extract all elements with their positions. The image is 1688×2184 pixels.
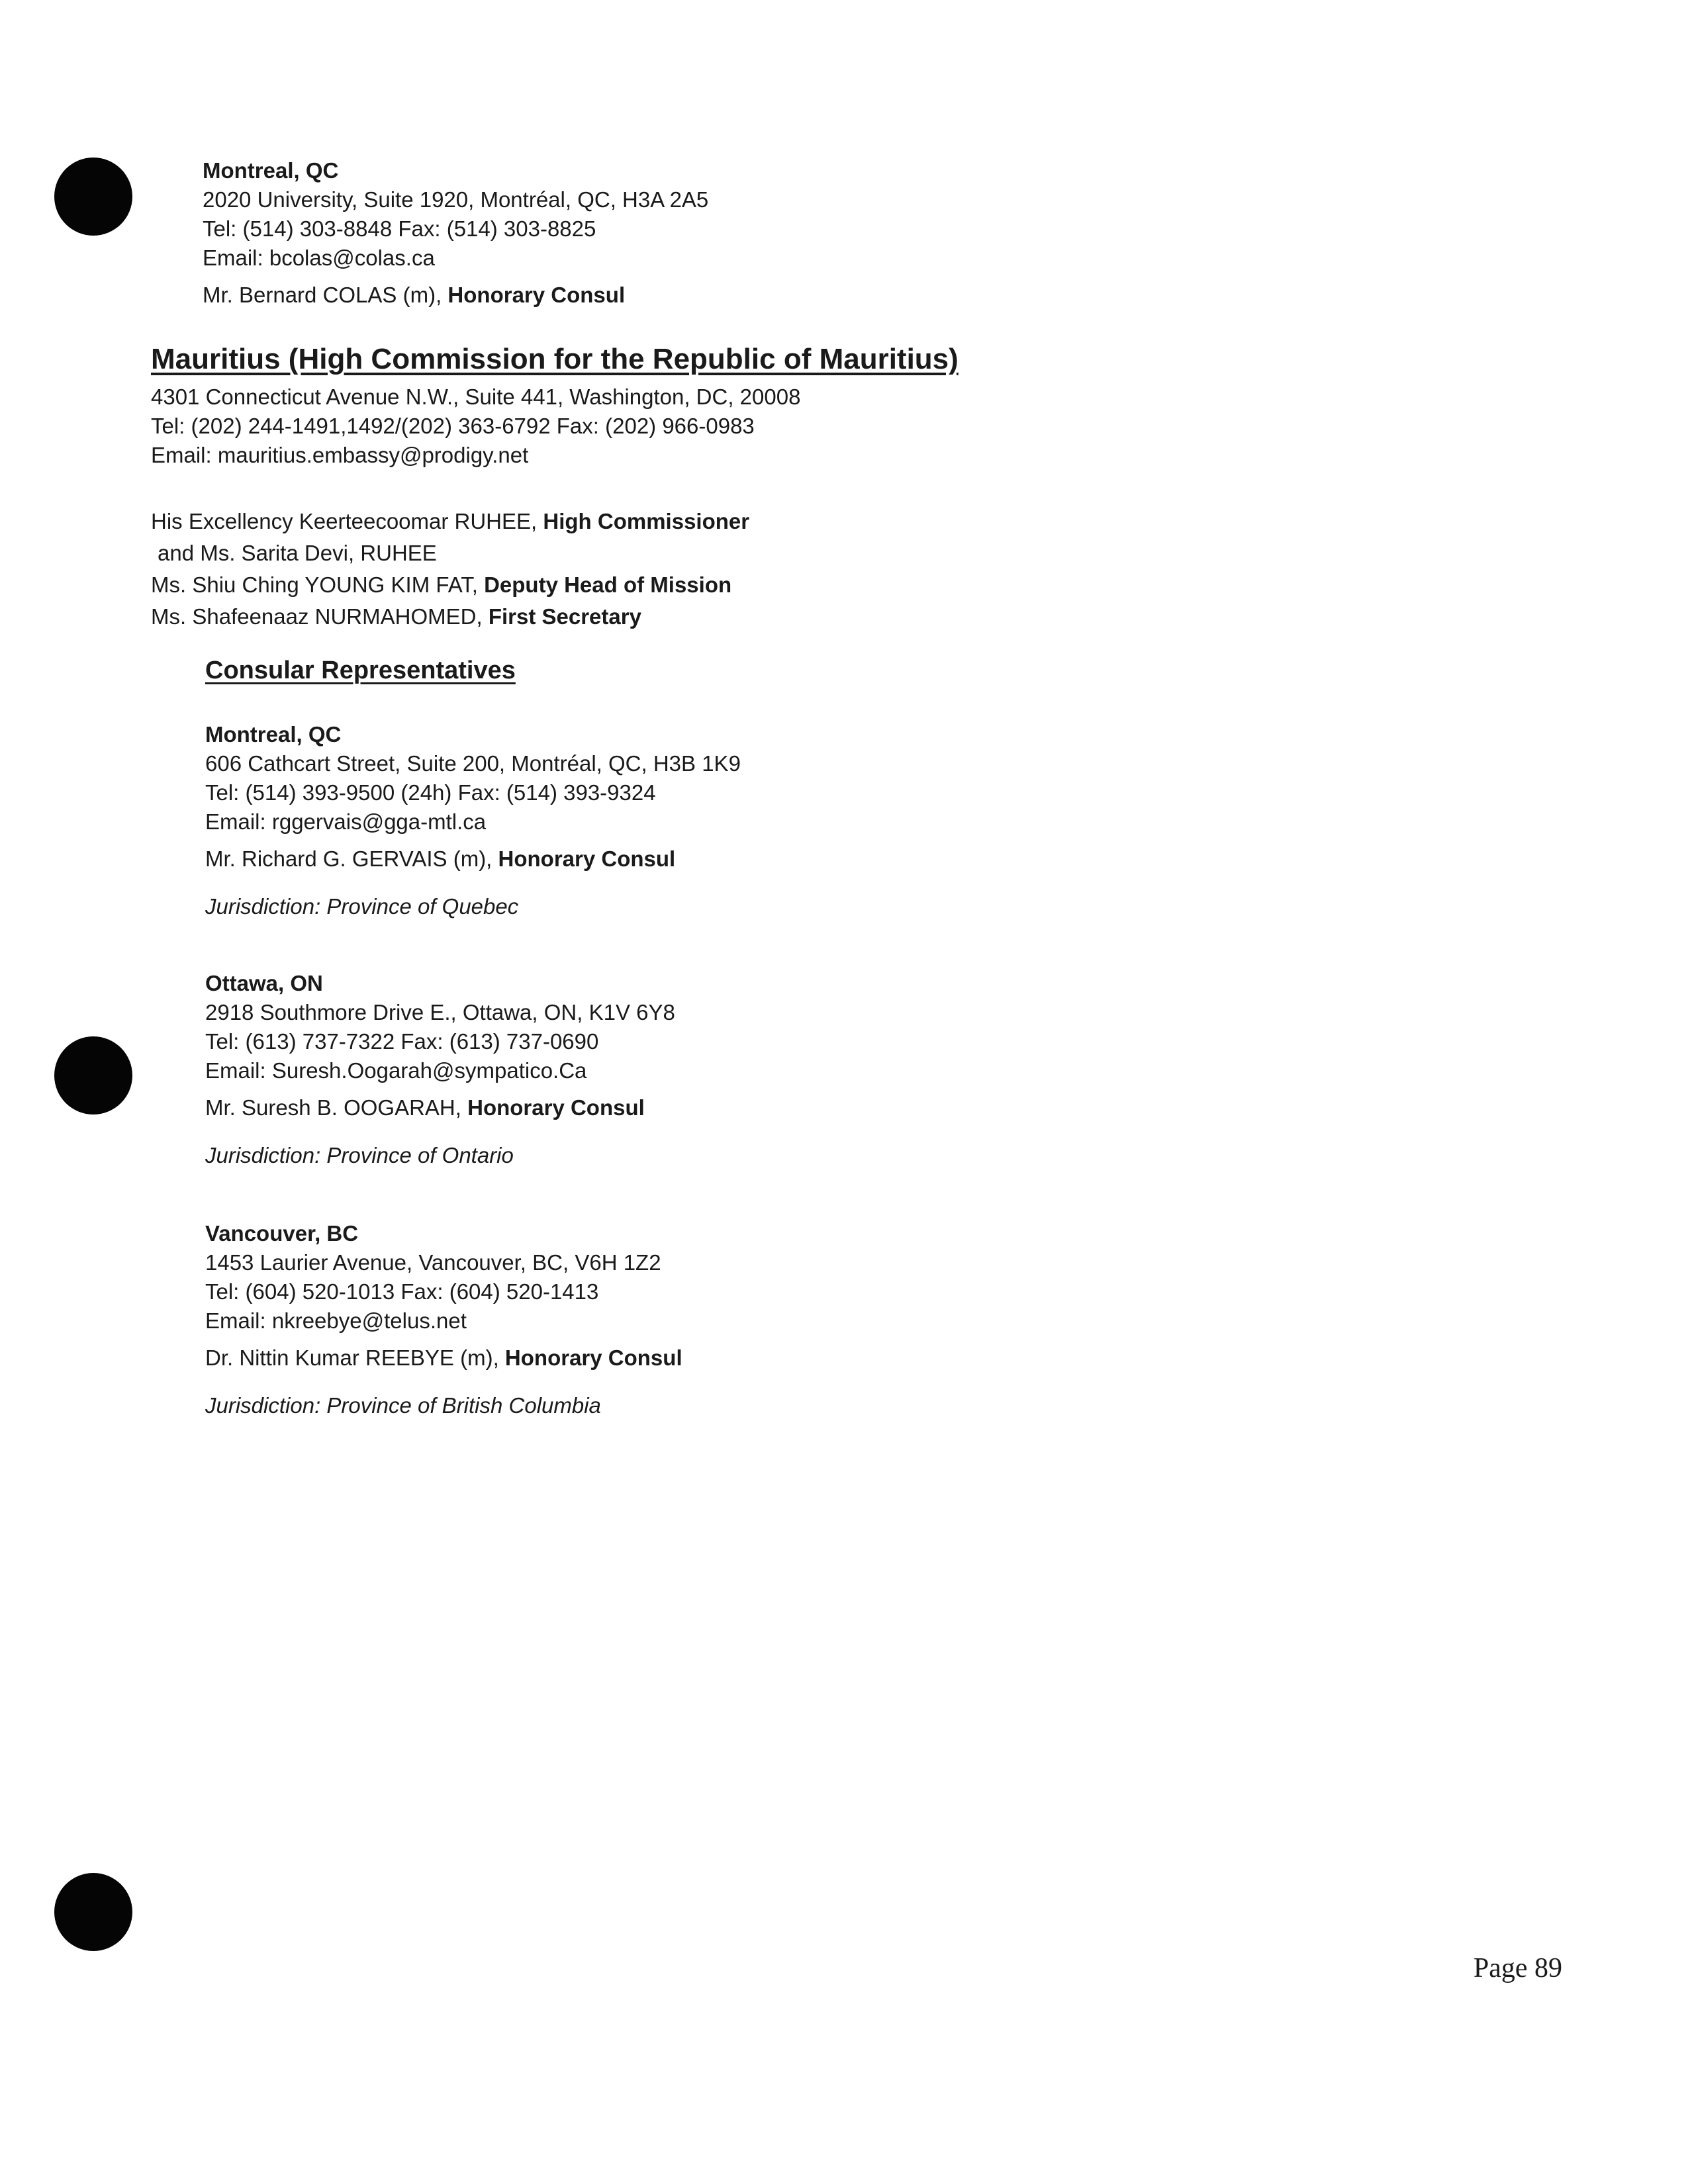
office-phone: Tel: (604) 520-1013 Fax: (604) 520-1413: [205, 1279, 599, 1304]
office-email: Email: rggervais@gga-mtl.ca: [205, 809, 487, 834]
staff-name: Ms. Shiu Ching YOUNG KIM FAT,: [151, 572, 478, 597]
page-number: Page 89: [1473, 1953, 1562, 1983]
mission-staff: [151, 506, 749, 633]
office-person-title: Honorary Consul: [467, 1095, 645, 1120]
mission-heading: Mauritius (High Commission for the Republic of Mauritius): [151, 343, 959, 375]
consul-email: Email: bcolas@colas.ca: [203, 246, 435, 270]
office-person-name: Mr. Suresh B. OOGARAH,: [205, 1095, 461, 1120]
office-person-title: Honorary Consul: [498, 846, 676, 871]
staff-title: High Commissioner: [543, 509, 750, 533]
office-city: Montreal, QC: [205, 722, 342, 747]
office-phone: Tel: (613) 737-7322 Fax: (613) 737-0690: [205, 1029, 599, 1054]
office-address: 2918 Southmore Drive E., Ottawa, ON, K1V 6Y8: [205, 1000, 675, 1024]
binder-hole-middle: [54, 1036, 132, 1115]
office-phone: Tel: (514) 393-9500 (24h) Fax: (514) 393-9324: [205, 780, 656, 805]
consular-heading: Consular Representatives: [205, 657, 516, 684]
office-person-name: Mr. Richard G. GERVAIS (m),: [205, 846, 492, 871]
binder-hole-bottom: [54, 1873, 132, 1951]
office-jurisdiction: Jurisdiction: Province of Quebec: [205, 894, 519, 919]
binder-hole-top: [54, 158, 132, 236]
consul-office-montreal: [205, 720, 741, 921]
office-address: 606 Cathcart Street, Suite 200, Montréal, QC, H3B 1K9: [205, 751, 741, 776]
mission-phone: Tel: (202) 244-1491,1492/(202) 363-6792 Fax: (202) 966-0983: [151, 414, 755, 438]
consul-person-title: Honorary Consul: [447, 283, 626, 307]
staff-line: [151, 601, 749, 633]
staff-title: Deputy Head of Mission: [484, 572, 732, 597]
mission-email: Email: mauritius.embassy@prodigy.net: [151, 443, 529, 467]
office-person: [205, 1093, 675, 1122]
consul-person-name: Mr. Bernard COLAS (m),: [203, 283, 442, 307]
consul-address: 2020 University, Suite 1920, Montréal, QC, H3A 2A5: [203, 187, 709, 212]
staff-name: Ms. Shafeenaaz NURMAHOMED,: [151, 604, 483, 629]
staff-title: First Secretary: [488, 604, 641, 629]
consul-phone: Tel: (514) 303-8848 Fax: (514) 303-8825: [203, 216, 596, 241]
office-person-name: Dr. Nittin Kumar REEBYE (m),: [205, 1345, 499, 1370]
office-email: Email: Suresh.Oogarah@sympatico.Ca: [205, 1058, 587, 1083]
office-person-title: Honorary Consul: [504, 1345, 682, 1370]
consul-city: Montreal, QC: [203, 158, 339, 183]
consul-person: [203, 281, 708, 310]
mission-contact: [151, 383, 800, 470]
staff-name: and Ms. Sarita Devi, RUHEE: [158, 541, 437, 565]
consul-office-ottawa: [205, 969, 675, 1170]
consul-block-montreal-colas: [203, 156, 708, 310]
office-jurisdiction: Jurisdiction: Province of British Columbia: [205, 1393, 601, 1418]
office-person: [205, 1343, 682, 1373]
staff-line: [151, 569, 749, 601]
office-person: [205, 844, 741, 874]
consul-office-vancouver: [205, 1219, 682, 1420]
staff-name: His Excellency Keerteecoomar RUHEE,: [151, 509, 538, 533]
staff-line: [151, 506, 749, 537]
office-city: Ottawa, ON: [205, 971, 323, 995]
office-address: 1453 Laurier Avenue, Vancouver, BC, V6H 1Z2: [205, 1250, 661, 1275]
office-jurisdiction: Jurisdiction: Province of Ontario: [205, 1143, 514, 1167]
mission-address: 4301 Connecticut Avenue N.W., Suite 441, Washington, DC, 20008: [151, 385, 801, 409]
office-city: Vancouver, BC: [205, 1221, 359, 1246]
staff-line: [151, 537, 749, 569]
office-email: Email: nkreebye@telus.net: [205, 1308, 467, 1333]
